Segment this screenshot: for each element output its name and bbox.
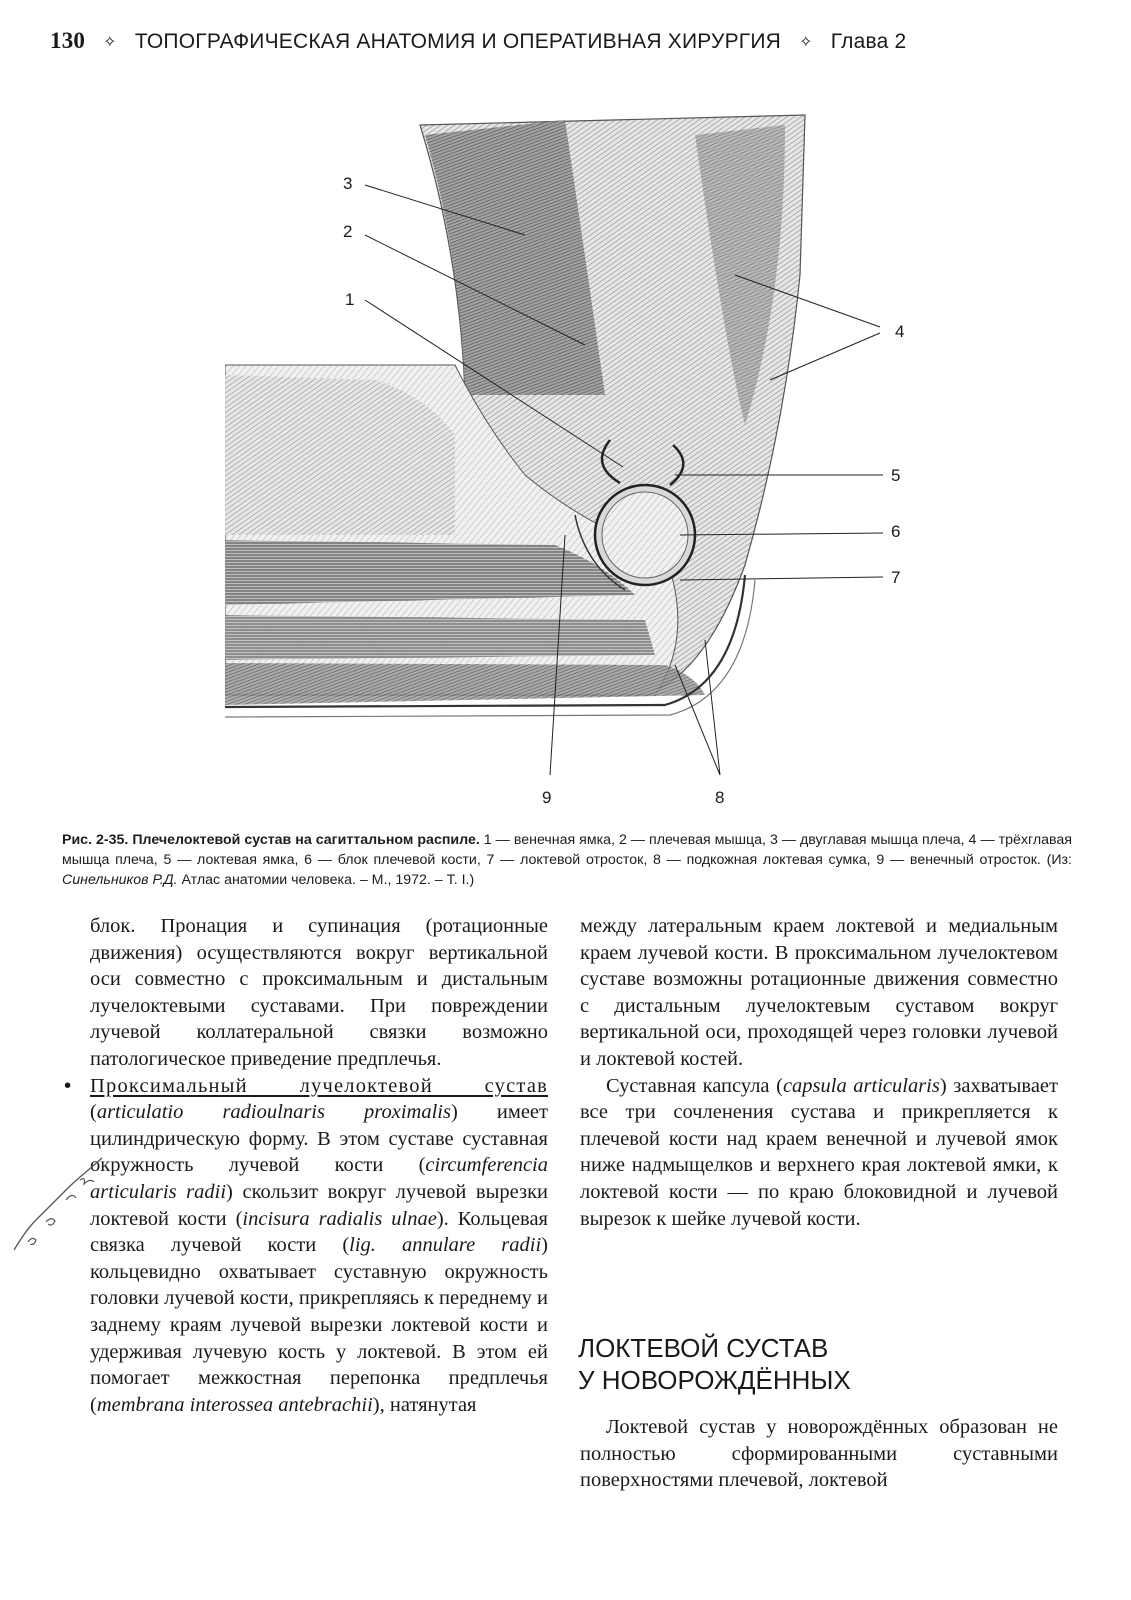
elbow-sagittal-section-illustration: [225, 95, 915, 825]
chapter-label: Глава 2: [830, 30, 907, 53]
text-run: ). Кольцевая связка лучевой кости (: [90, 1207, 548, 1257]
figure-label-7: 7: [891, 568, 901, 587]
section-heading-line: ЛОКТЕВОЙ СУСТАВ: [578, 1333, 829, 1363]
text-run: (: [90, 1101, 97, 1124]
latin-term: circumferencia articularis radii: [90, 1154, 548, 1203]
section-heading: [578, 1332, 1058, 1396]
figure-label-1: 1: [345, 290, 355, 309]
anatomy-figure: [225, 95, 915, 825]
text-run: ) кольцевидно охватывает суставную окружность головки лучевой кости, прикрепляясь к переднему и заднему краям лучевой вырезки локтевой кости и удерживая лучевую кость у локтевой. В этом ей помогает межкостная перепонка предплечья (: [90, 1234, 549, 1416]
figure-label-2: 2: [343, 222, 353, 241]
paragraph: [580, 1073, 1058, 1233]
latin-term: lig. annulare radii: [349, 1234, 542, 1257]
paragraph: Локтевой сустав у новорождённых образован не полностью сформированными суставными поверхностями плечевой, локтевой: [580, 1416, 1058, 1492]
figure-label-5: 5: [891, 466, 901, 485]
figure-label-9: 9: [542, 788, 552, 807]
header-separator: ✧: [103, 34, 117, 51]
figure-caption: [62, 830, 1072, 890]
text-run: Суставная капсула (: [606, 1074, 783, 1097]
caption-body: 1 — венечная ямка, 2 — плечевая мышца, 3 — двуглавая мышца плеча, 4 — трёхглавая мышца плеча, 5 — локтевая ямка, 6 — блок плечевой кости, 7 — локтевой отросток, 8 — подкожная локтевая сумка, 9 — венечный отросток. (Из:: [62, 832, 1072, 868]
text-run: ) захватывает все три сочленения сустава и прикрепляется к плечевой кости над краем венечной и лучевой ямок ниже надмыщелков и верхнего края локтевой ямки, к локтевой кости — по краю блоковидной и лучевой вырезок к шейке лучевой кости.: [580, 1074, 1058, 1230]
bullet-marker: •: [64, 1073, 72, 1097]
right-text-column-bottom: [580, 1414, 1058, 1494]
text-run: ), натянутая: [372, 1393, 477, 1416]
book-title: ТОПОГРАФИЧЕСКАЯ АНАТОМИЯ И ОПЕРАТИВНАЯ ХИРУРГИЯ: [134, 30, 782, 53]
figure-label-3: 3: [343, 174, 353, 193]
caption-author: Синельников Р.Д.: [62, 872, 178, 888]
page-header: [50, 28, 1080, 64]
latin-term: capsula articularis: [782, 1074, 940, 1097]
latin-term: membrana interossea antebrachii: [96, 1393, 373, 1416]
text-run: ) скользит вокруг лучевой вырезки локтевой кости (: [90, 1180, 549, 1230]
latin-term: articulatio radioulnaris proximalis: [96, 1101, 451, 1124]
paragraph: между латеральным краем локтевой и медиальным краем лучевой кости. В проксимальном лучелоктевом суставе возможны ротационные движения совместно с дистальным лучелоктевым суставом вокруг вертикальной оси, проходящей через головки лучевой и локтевой костей.: [580, 915, 1058, 1070]
latin-term: incisura radialis ulnae: [242, 1207, 437, 1230]
figure-label-6: 6: [891, 522, 901, 541]
right-text-column: [580, 913, 1058, 1232]
bullet-paragraph: [64, 1073, 549, 1419]
left-text-column: [64, 913, 549, 1418]
header-separator: ✧: [799, 34, 813, 51]
section-heading-line: У НОВОРОЖДЁННЫХ: [578, 1365, 851, 1395]
term-heading: Проксимальный лучелоктевой сустав: [90, 1074, 548, 1097]
page-number: 130: [50, 28, 86, 53]
figure-label-4: 4: [895, 322, 905, 341]
paragraph: блок. Пронация и супинация (ротационные движения) осуществляются вокруг вертикальной оси совместно с проксимальным и дистальным лучелоктевыми суставами. При повреждении лучевой коллатеральной связки возможно патологическое приведение предплечья.: [90, 915, 548, 1070]
handwritten-margin-note: [6, 1150, 116, 1260]
text-run: ) имеет цилиндрическую форму. В этом суставе суставная окружность лучевой кости (: [90, 1101, 548, 1177]
figure-label-8: 8: [715, 788, 725, 807]
caption-title: Рис. 2-35. Плечелоктевой сустав на сагиттальном распиле.: [62, 832, 480, 848]
caption-source: Атлас анатомии человека. – М., 1972. – Т. I.): [177, 872, 475, 888]
